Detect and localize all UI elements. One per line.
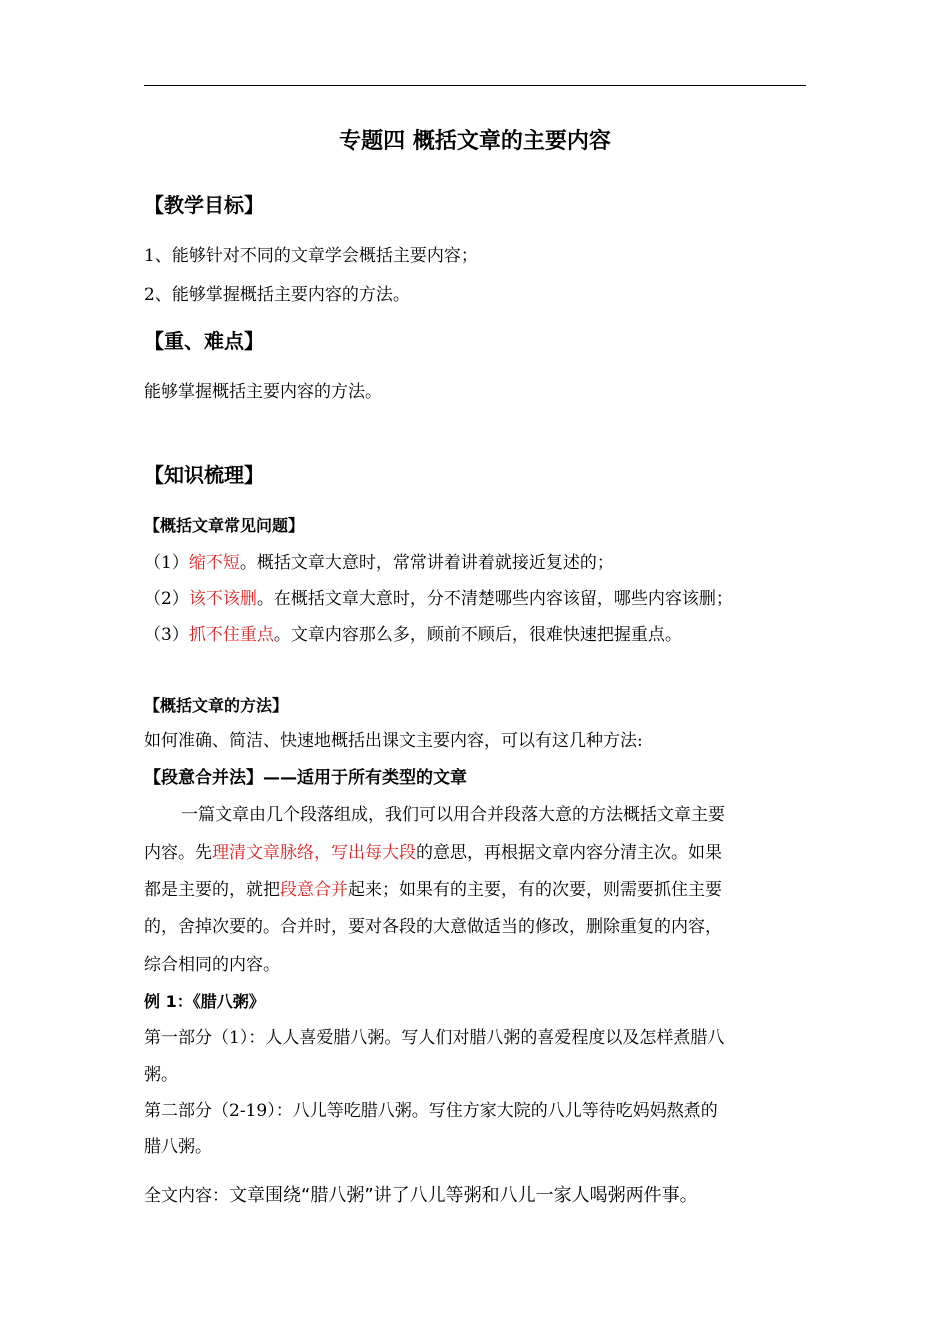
problem-item-2 (144, 587, 733, 611)
problem-item-1 (144, 551, 614, 575)
para-highlight: 理清文章脉络，写出每大段 (212, 843, 416, 863)
summary-label: 全文内容： (144, 1186, 229, 1206)
keypoints-heading: 【重、难点】 (144, 329, 264, 353)
methods-heading: 【概括文章的方法】 (144, 696, 289, 715)
problem-text: 。在概括文章大意时，分不清楚哪些内容该留，哪些内容该删； (256, 589, 733, 609)
problem-num: （2） (144, 589, 189, 609)
problem-key: 该不该删 (188, 589, 257, 609)
knowledge-heading: 【知识梳理】 (144, 463, 264, 487)
problem-num: （1） (144, 553, 189, 573)
example-heading: 例 1：《腊八粥》 (144, 992, 265, 1011)
goal-item-2: 2、能够掌握概括主要内容的方法。 (144, 285, 410, 305)
header-rule (144, 85, 806, 86)
problem-num: （3） (144, 625, 189, 645)
problems-heading: 【概括文章常见问题】 (144, 516, 305, 535)
para-text: 都是主要的，就把 (144, 880, 280, 900)
method1-para-line: 综合相同的内容。 (144, 955, 280, 975)
method1-para-line: 一篇文章由几个段落组成，我们可以用合并段落大意的方法概括文章主要 (181, 805, 725, 825)
example-part1-line: 粥。 (144, 1065, 178, 1085)
method1-para-line (144, 878, 722, 902)
example-part1-line: 第一部分（1）：人人喜爱腊八粥。写人们对腊八粥的喜爱程度以及怎样煮腊八 (144, 1028, 725, 1048)
keypoints-text: 能够掌握概括主要内容的方法。 (144, 382, 382, 402)
method1-heading: 【段意合并法】——适用于所有类型的文章 (144, 768, 467, 788)
para-text: 的意思，再根据文章内容分清主次。如果 (416, 843, 722, 863)
example-part2-line: 第二部分（2-19）：八儿等吃腊八粥。写住方家大院的八儿等待吃妈妈熬煮的 (144, 1101, 718, 1121)
method1-para-line (144, 841, 722, 865)
problem-text: 。概括文章大意时，常常讲着讲着就接近复述的； (239, 553, 614, 573)
para-highlight: 段意合并 (280, 880, 348, 900)
problem-key: 缩不短 (188, 553, 240, 573)
goals-heading: 【教学目标】 (144, 193, 264, 217)
para-text: 起来；如果有的主要，有的次要，则需要抓住主要 (348, 880, 722, 900)
summary-text: 文章围绕“腊八粥”讲了八儿等粥和八儿一家人喝粥两件事。 (229, 1185, 698, 1206)
method1-para-line: 的，舍掉次要的。合并时，要对各段的大意做适当的修改，删除重复的内容， (144, 917, 722, 937)
problem-key: 抓不住重点 (188, 625, 274, 645)
problem-text: 。文章内容那么多，顾前不顾后，很难快速把握重点。 (273, 625, 682, 645)
page-title: 专题四 概括文章的主要内容 (339, 129, 611, 154)
problem-item-3 (144, 623, 682, 647)
para-text: 内容。先 (144, 843, 212, 863)
example-summary (144, 1184, 698, 1208)
example-part2-line: 腊八粥。 (144, 1137, 212, 1157)
methods-intro: 如何准确、简洁、快速地概括出课文主要内容，可以有这几种方法: (144, 731, 643, 751)
goal-item-1: 1、能够针对不同的文章学会概括主要内容； (144, 246, 478, 266)
